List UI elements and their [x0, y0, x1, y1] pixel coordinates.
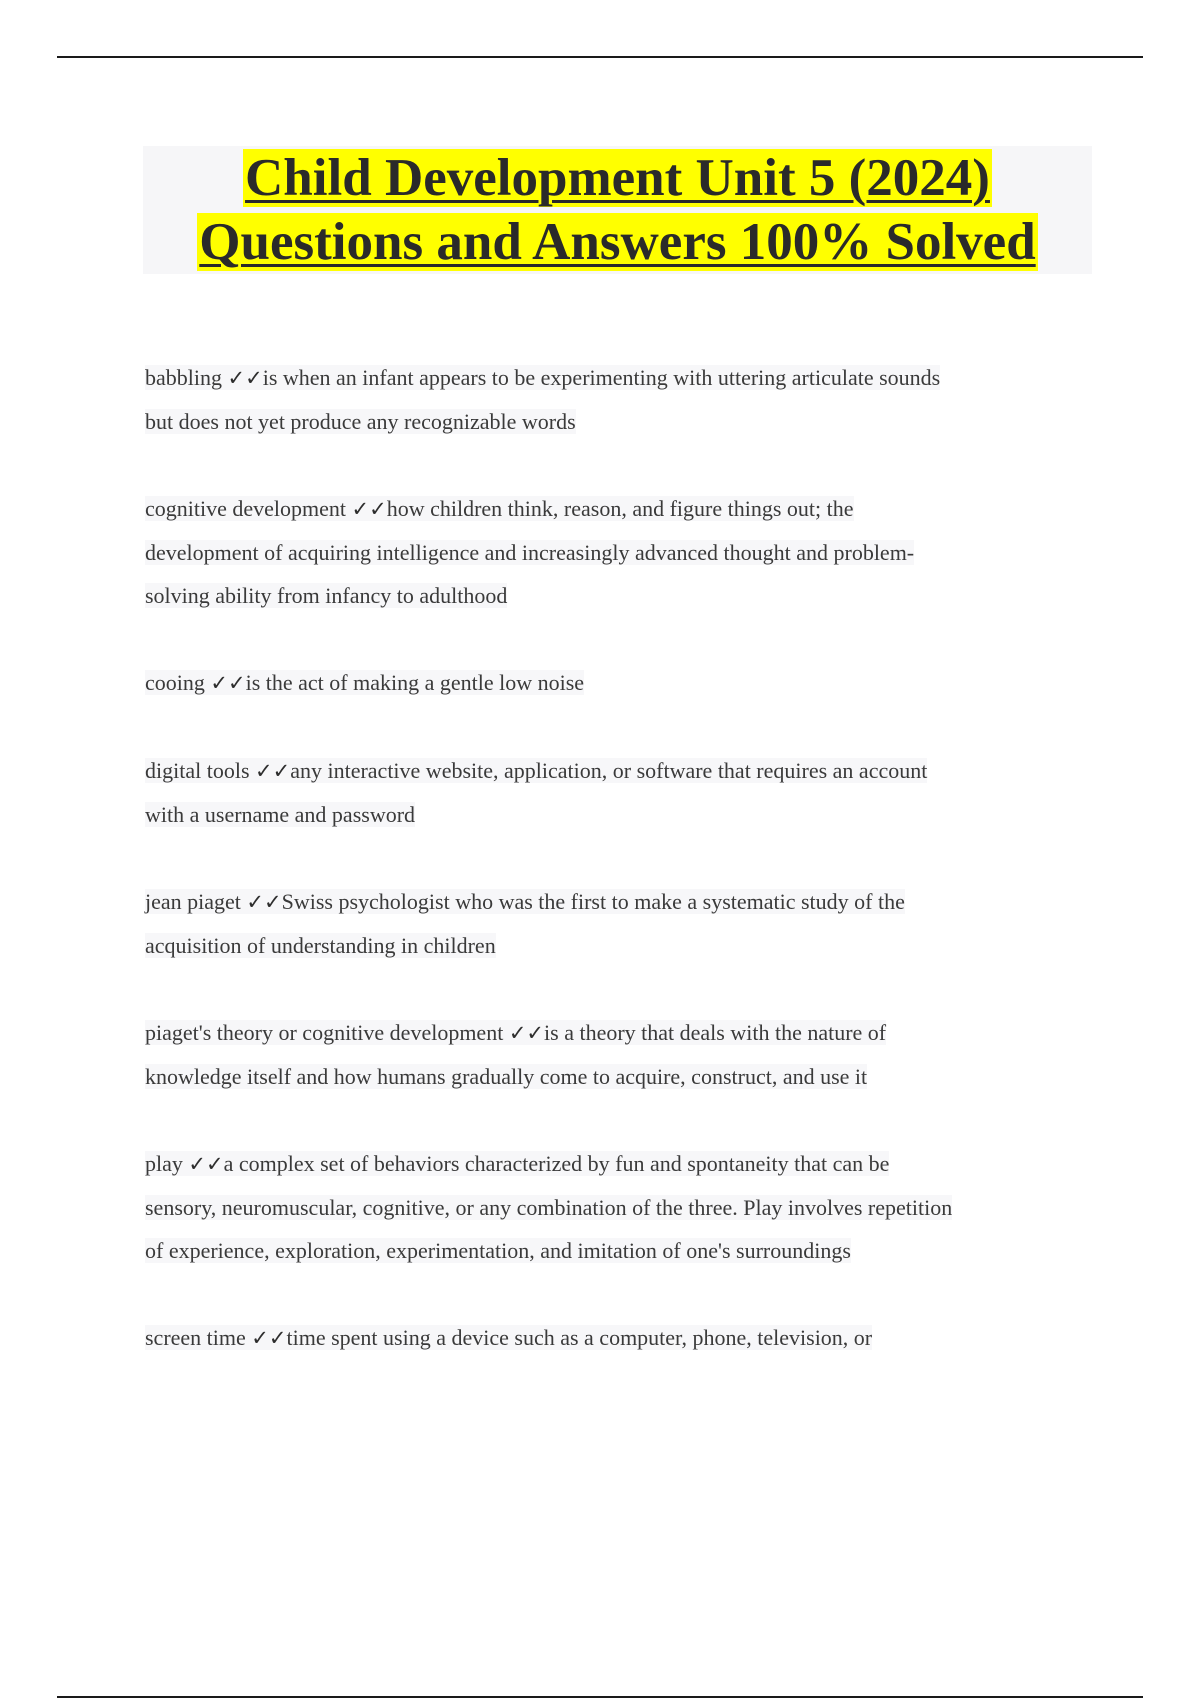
qa-list — [145, 356, 955, 1404]
definition: how children think, reason, and figure things out; the development of acquiring intelligence and increasingly advanced thought and problem-solving ability from infancy to adulthood — [145, 496, 915, 608]
definition: any interactive website, application, or software that requires an account with a username and password — [145, 758, 928, 827]
title-line-1: Child Development Unit 5 (2024) — [245, 149, 990, 207]
term: babbling — [145, 365, 222, 390]
qa-entry-jean-piaget — [145, 880, 955, 967]
qa-entry-babbling — [145, 356, 955, 443]
definition: is when an infant appears to be experimenting with uttering articulate sounds but does not yet produce any recognizable words — [145, 365, 941, 434]
qa-entry-piagets-theory — [145, 1011, 955, 1098]
definition: a complex set of behaviors characterized by fun and spontaneity that can be sensory, neuromuscular, cognitive, or any combination of the three. Play involves repetition of experience, exploration, experimentation, and imitation of one's surroundings — [145, 1151, 953, 1263]
double-check-icon: ✓✓ — [255, 759, 291, 783]
qa-entry-cognitive-development — [145, 487, 955, 617]
double-check-icon: ✓✓ — [210, 671, 246, 695]
term: screen time — [145, 1325, 246, 1350]
bottom-rule — [57, 1696, 1143, 1698]
definition: time spent using a device such as a computer, phone, television, or — [286, 1325, 873, 1350]
double-check-icon: ✓✓ — [251, 1326, 287, 1350]
document-title — [143, 146, 1092, 274]
double-check-icon: ✓✓ — [227, 366, 263, 390]
double-check-icon: ✓✓ — [351, 497, 387, 521]
definition: Swiss psychologist who was the first to make a systematic study of the acquisition of understanding in children — [145, 889, 905, 958]
term: play — [145, 1151, 183, 1176]
term: jean piaget — [145, 889, 241, 914]
qa-entry-screen-time — [145, 1316, 955, 1360]
qa-entry-cooing — [145, 661, 955, 705]
term: cognitive development — [145, 496, 346, 521]
title-line-2: Questions and Answers 100% Solved — [199, 213, 1036, 271]
term: cooing — [145, 670, 205, 695]
qa-entry-digital-tools — [145, 749, 955, 836]
top-rule — [57, 56, 1143, 58]
double-check-icon: ✓✓ — [188, 1152, 224, 1176]
double-check-icon: ✓✓ — [246, 890, 282, 914]
definition: is a theory that deals with the nature of knowledge itself and how humans gradually come to acquire, construct, and use it — [145, 1020, 887, 1089]
qa-entry-play — [145, 1142, 955, 1272]
double-check-icon: ✓✓ — [508, 1021, 545, 1045]
definition: is the act of making a gentle low noise — [245, 670, 585, 695]
term: digital tools — [145, 758, 250, 783]
term: piaget's theory or cognitive development — [145, 1020, 504, 1045]
